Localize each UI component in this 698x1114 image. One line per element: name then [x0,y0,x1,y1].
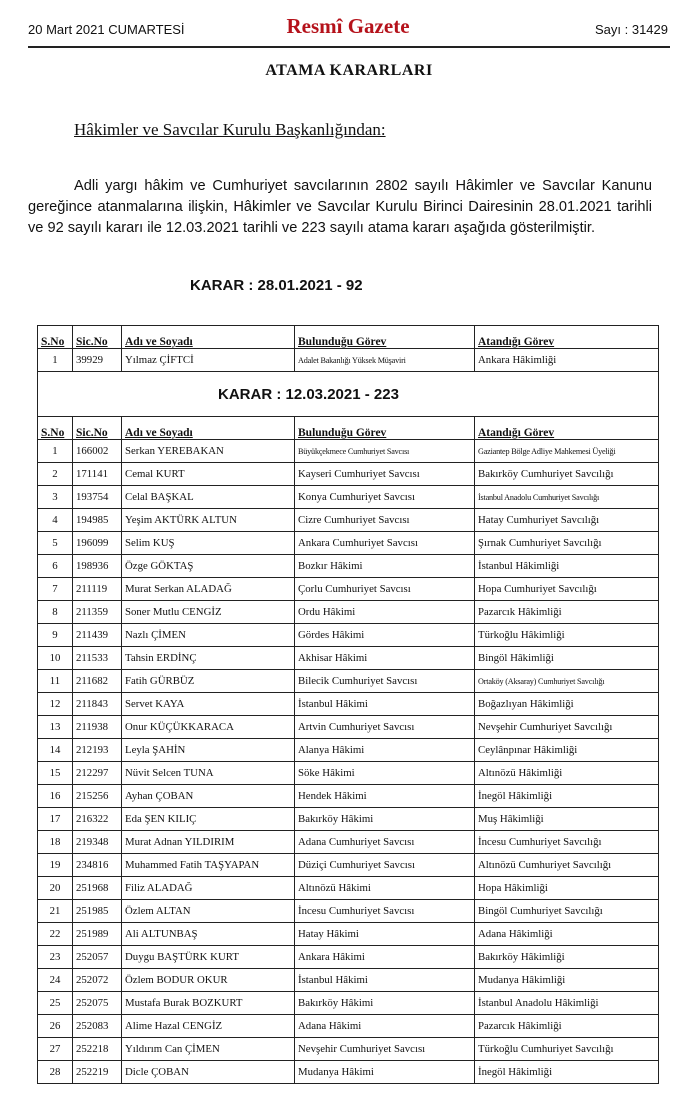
row-current-post: Konya Cumhuriyet Savcısı [295,486,475,509]
table-row [38,946,659,969]
table-row [38,624,659,647]
row-name: Yılmaz ÇİFTCİ [122,349,295,372]
row-sno: 18 [38,831,73,854]
table-row [38,693,659,716]
row-sno: 2 [38,463,73,486]
table-row [38,877,659,900]
row-current-post: Ordu Hâkimi [295,601,475,624]
decision-2-title: KARAR : 12.03.2021 - 223 [38,372,659,417]
row-current-post: Bakırköy Hâkimi [295,808,475,831]
row-sicno: 251968 [73,877,122,900]
table-row [38,900,659,923]
table-row [38,349,659,372]
row-sicno: 212297 [73,762,122,785]
row-sno: 4 [38,509,73,532]
row-current-post: Adana Hâkimi [295,1015,475,1038]
table-row [38,1038,659,1061]
row-current-post: Söke Hâkimi [295,762,475,785]
row-name: Alime Hazal CENGİZ [122,1015,295,1038]
row-sicno: 171141 [73,463,122,486]
row-assigned-post: Muş Hâkimliği [475,808,659,831]
row-sicno: 198936 [73,555,122,578]
col-header-assigned: Atandığı Görev [475,326,659,349]
row-sno: 10 [38,647,73,670]
row-sicno: 252218 [73,1038,122,1061]
row-current-post: Akhisar Hâkimi [295,647,475,670]
row-sno: 13 [38,716,73,739]
row-name: Özlem ALTAN [122,900,295,923]
table-row [38,716,659,739]
row-sno: 5 [38,532,73,555]
row-sicno: 196099 [73,532,122,555]
table-row [38,785,659,808]
row-assigned-post: Türkoğlu Hâkimliği [475,624,659,647]
row-name: Dicle ÇOBAN [122,1061,295,1084]
row-sicno: 252072 [73,969,122,992]
row-name: Nüvit Selcen TUNA [122,762,295,785]
row-current-post: Cizre Cumhuriyet Savcısı [295,509,475,532]
row-current-post: Alanya Hâkimi [295,739,475,762]
row-sicno: 215256 [73,785,122,808]
row-sicno: 211119 [73,578,122,601]
row-sicno: 166002 [73,440,122,463]
row-assigned-post: Bakırköy Cumhuriyet Savcılığı [475,463,659,486]
table-row [38,762,659,785]
row-sno: 15 [38,762,73,785]
row-sicno: 251989 [73,923,122,946]
table-row [38,647,659,670]
row-name: Özge GÖKTAŞ [122,555,295,578]
row-current-post: Düziçi Cumhuriyet Savcısı [295,854,475,877]
table-header-row [38,326,659,349]
row-current-post: Adana Cumhuriyet Savcısı [295,831,475,854]
row-current-post: Bilecik Cumhuriyet Savcısı [295,670,475,693]
row-sicno: 216322 [73,808,122,831]
row-sno: 14 [38,739,73,762]
row-name: Eda ŞEN KILIÇ [122,808,295,831]
table-row [38,923,659,946]
row-name: Ayhan ÇOBAN [122,785,295,808]
table-row [38,969,659,992]
col-header-current: Bulunduğu Görev [295,326,475,349]
col-header-assigned: Atandığı Görev [475,417,659,440]
decision-2-row [38,372,659,417]
row-assigned-post: Nevşehir Cumhuriyet Savcılığı [475,716,659,739]
table-row [38,739,659,762]
table-row [38,486,659,509]
row-assigned-post: Bingöl Cumhuriyet Savcılığı [475,900,659,923]
row-current-post: Mudanya Hâkimi [295,1061,475,1084]
row-name: Ali ALTUNBAŞ [122,923,295,946]
row-name: Muhammed Fatih TAŞYAPAN [122,854,295,877]
table-row [38,808,659,831]
row-sicno: 194985 [73,509,122,532]
row-name: Yıldırım Can ÇİMEN [122,1038,295,1061]
row-sno: 17 [38,808,73,831]
row-assigned-post: Adana Hâkimliği [475,923,659,946]
row-assigned-post: Hatay Cumhuriyet Savcılığı [475,509,659,532]
row-current-post: Büyükçekmece Cumhuriyet Savcısı [295,440,475,463]
row-sno: 9 [38,624,73,647]
header-divider [28,46,670,48]
table-row [38,532,659,555]
row-assigned-post: İstanbul Hâkimliği [475,555,659,578]
row-name: Serkan YEREBAKAN [122,440,295,463]
row-name: Mustafa Burak BOZKURT [122,992,295,1015]
row-current-post: Ankara Hâkimi [295,946,475,969]
row-sicno: 211439 [73,624,122,647]
row-current-post: Altınözü Hâkimi [295,877,475,900]
row-current-post: Çorlu Cumhuriyet Savcısı [295,578,475,601]
row-current-post: Bakırköy Hâkimi [295,992,475,1015]
col-header-sno: S.No [38,417,73,440]
row-current-post: İstanbul Hâkimi [295,693,475,716]
col-header-sno: S.No [38,326,73,349]
row-sno: 25 [38,992,73,1015]
row-sicno: 211533 [73,647,122,670]
row-sicno: 252057 [73,946,122,969]
row-assigned-post: Pazarcık Hâkimliği [475,1015,659,1038]
table-header-row [38,417,659,440]
row-assigned-post: Türkoğlu Cumhuriyet Savcılığı [475,1038,659,1061]
table-row [38,831,659,854]
row-sno: 19 [38,854,73,877]
row-name: Murat Adnan YILDIRIM [122,831,295,854]
intro-paragraph: Adli yargı hâkim ve Cumhuriyet savcılarının 2802 sayılı Hâkimler ve Savcılar Kanunu gereğince atanmalarına ilişkin, Hâkimler ve Savcılar Kurulu Birinci Dairesinin 28.01.2021 tarihli ve 92 sayılı kararı ile 12.03.2021 tarihli ve 223 sayılı atama kararı aşağıda gösterilmiştir. [28,178,652,236]
row-sno: 21 [38,900,73,923]
row-sicno: 193754 [73,486,122,509]
col-header-sicno: Sic.No [73,326,122,349]
row-sno: 28 [38,1061,73,1084]
row-assigned-post: Bakırköy Hâkimliği [475,946,659,969]
row-name: Nazlı ÇİMEN [122,624,295,647]
row-current-post: Bozkır Hâkimi [295,555,475,578]
row-assigned-post: Mudanya Hâkimliği [475,969,659,992]
table-row [38,578,659,601]
row-assigned-post: Boğazlıyan Hâkimliği [475,693,659,716]
row-sno: 1 [38,440,73,463]
col-header-name: Adı ve Soyadı [122,326,295,349]
row-sno: 1 [38,349,73,372]
row-current-post: Artvin Cumhuriyet Savcısı [295,716,475,739]
appointments-table [37,325,659,1084]
row-name: Servet KAYA [122,693,295,716]
table-row [38,1061,659,1084]
row-sicno: 234816 [73,854,122,877]
row-name: Murat Serkan ALADAĞ [122,578,295,601]
issue-number: Sayı : 31429 [595,22,668,37]
row-sno: 16 [38,785,73,808]
row-assigned-post: Ankara Hâkimliği [475,349,659,372]
table-row [38,555,659,578]
row-sno: 23 [38,946,73,969]
row-assigned-post: İstanbul Anadolu Hâkimliği [475,992,659,1015]
row-assigned-post: Ceylânpınar Hâkimliği [475,739,659,762]
table-row [38,440,659,463]
row-sno: 11 [38,670,73,693]
row-name: Özlem BODUR OKUR [122,969,295,992]
row-assigned-post: Hopa Hâkimliği [475,877,659,900]
row-sno: 12 [38,693,73,716]
row-sno: 26 [38,1015,73,1038]
row-name: Soner Mutlu CENGİZ [122,601,295,624]
table-row [38,854,659,877]
row-assigned-post: Hopa Cumhuriyet Savcılığı [475,578,659,601]
row-name: Fatih GÜRBÜZ [122,670,295,693]
row-sno: 20 [38,877,73,900]
row-sicno: 211682 [73,670,122,693]
row-name: Filiz ALADAĞ [122,877,295,900]
row-current-post: Nevşehir Cumhuriyet Savcısı [295,1038,475,1061]
row-current-post: Hatay Hâkimi [295,923,475,946]
row-name: Tahsin ERDİNÇ [122,647,295,670]
col-header-current: Bulunduğu Görev [295,417,475,440]
row-current-post: Hendek Hâkimi [295,785,475,808]
row-sicno: 212193 [73,739,122,762]
row-assigned-post: Pazarcık Hâkimliği [475,601,659,624]
issuing-authority: Hâkimler ve Savcılar Kurulu Başkanlığından: [74,120,386,139]
row-sno: 22 [38,923,73,946]
row-assigned-post: İnegöl Hâkimliği [475,1061,659,1084]
section-title: ATAMA KARARLARI [265,62,433,79]
row-assigned-post: Altınözü Hâkimliği [475,762,659,785]
col-header-sicno: Sic.No [73,417,122,440]
table-row [38,601,659,624]
row-assigned-post: Altınözü Cumhuriyet Savcılığı [475,854,659,877]
row-name: Cemal KURT [122,463,295,486]
row-assigned-post: Bingöl Hâkimliği [475,647,659,670]
table-row [38,992,659,1015]
row-name: Yeşim AKTÜRK ALTUN [122,509,295,532]
row-sicno: 211938 [73,716,122,739]
table-row [38,670,659,693]
row-current-post: Adalet Bakanlığı Yüksek Müşaviri [295,349,475,372]
row-name: Selim KUŞ [122,532,295,555]
gazette-header [28,14,668,46]
row-sicno: 39929 [73,349,122,372]
row-name: Celal BAŞKAL [122,486,295,509]
row-sno: 6 [38,555,73,578]
row-assigned-post: İncesu Cumhuriyet Savcılığı [475,831,659,854]
row-current-post: İncesu Cumhuriyet Savcısı [295,900,475,923]
issue-date: 20 Mart 2021 CUMARTESİ [28,22,185,37]
row-name: Duygu BAŞTÜRK KURT [122,946,295,969]
row-sno: 3 [38,486,73,509]
table-row [38,1015,659,1038]
row-assigned-post: İnegöl Hâkimliği [475,785,659,808]
decision-1-title: KARAR : 28.01.2021 - 92 [190,277,363,294]
row-assigned-post: Gaziantep Bölge Adliye Mahkemesi Üyeliği [475,440,659,463]
table-row [38,463,659,486]
row-assigned-post: Ortaköy (Aksaray) Cumhuriyet Savcılığı [475,670,659,693]
col-header-name: Adı ve Soyadı [122,417,295,440]
row-sicno: 252083 [73,1015,122,1038]
row-assigned-post: İstanbul Anadolu Cumhuriyet Savcılığı [475,486,659,509]
row-sicno: 219348 [73,831,122,854]
row-sno: 8 [38,601,73,624]
row-sicno: 252075 [73,992,122,1015]
row-name: Onur KÜÇÜKKARACA [122,716,295,739]
row-sno: 27 [38,1038,73,1061]
row-sicno: 211359 [73,601,122,624]
row-current-post: Ankara Cumhuriyet Savcısı [295,532,475,555]
row-sicno: 252219 [73,1061,122,1084]
row-name: Leyla ŞAHİN [122,739,295,762]
row-sicno: 211843 [73,693,122,716]
row-current-post: İstanbul Hâkimi [295,969,475,992]
table-row [38,509,659,532]
row-sicno: 251985 [73,900,122,923]
gazette-title: Resmî Gazete [286,14,410,38]
row-assigned-post: Şırnak Cumhuriyet Savcılığı [475,532,659,555]
row-current-post: Kayseri Cumhuriyet Savcısı [295,463,475,486]
row-sno: 24 [38,969,73,992]
row-sno: 7 [38,578,73,601]
row-current-post: Gördes Hâkimi [295,624,475,647]
